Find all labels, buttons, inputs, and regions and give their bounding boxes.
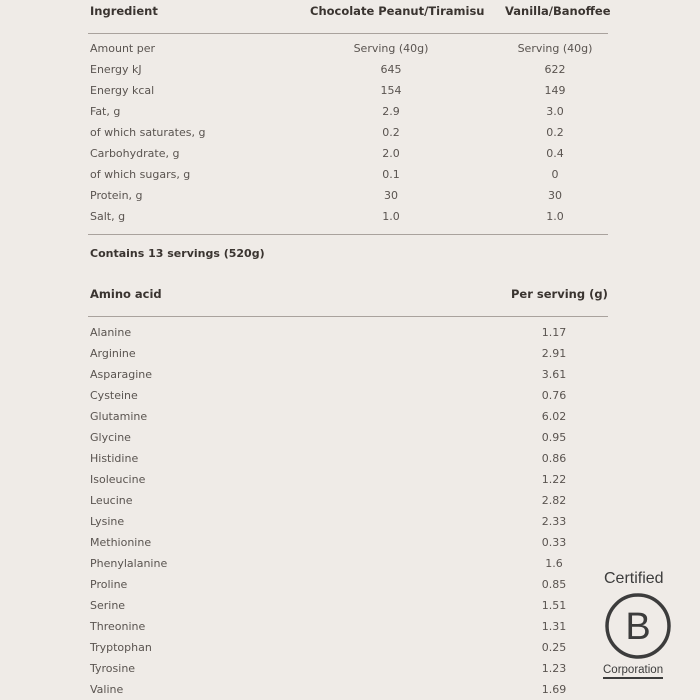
chocolate-column-header: Chocolate Peanut/Tiramisu [310, 4, 485, 18]
vanilla-value: 149 [544, 84, 566, 97]
amino-acid-value: 3.61 [541, 368, 567, 381]
amino-row [0, 469, 700, 490]
amino-row [0, 511, 700, 532]
amino-acid-name: Leucine [90, 494, 133, 507]
amino-row [0, 343, 700, 364]
vanilla-value: Serving (40g) [517, 42, 593, 55]
amino-acid-name: Glutamine [90, 410, 148, 423]
amino-acid-value: 0.25 [541, 641, 567, 654]
nutrient-label: Amount per [90, 42, 155, 55]
amino-acid-name: Valine [90, 683, 124, 696]
amino-row [0, 574, 700, 595]
b-corp-corporation-text: Corporation [603, 664, 663, 679]
amino-header-rule [88, 316, 608, 317]
amino-acid-name: Cysteine [90, 389, 138, 402]
vanilla-column-header: Vanilla/Banoffee [505, 4, 611, 18]
amino-acid-value: 1.31 [541, 620, 567, 633]
amino-acid-name: Histidine [90, 452, 139, 465]
amino-row [0, 448, 700, 469]
chocolate-value: 1.0 [382, 210, 400, 223]
per-serving-header: Per serving (g) [511, 287, 608, 301]
amino-acid-value: 0.86 [541, 452, 567, 465]
amino-acid-value: 1.17 [541, 326, 567, 339]
amino-acid-value: 1.51 [541, 599, 567, 612]
chocolate-value: 2.0 [382, 147, 400, 160]
amino-acid-name: Tyrosine [90, 662, 136, 675]
nutrition-row [0, 59, 700, 80]
nutrition-row [0, 101, 700, 122]
nutrition-row [0, 122, 700, 143]
chocolate-value: 154 [380, 84, 402, 97]
nutrition-bottom-rule [88, 234, 608, 235]
amino-acid-name: Threonine [90, 620, 146, 633]
amino-row [0, 490, 700, 511]
nutrition-row [0, 143, 700, 164]
amino-row [0, 595, 700, 616]
chocolate-value: 0.2 [382, 126, 400, 139]
amino-acid-name: Arginine [90, 347, 136, 360]
amino-acid-value: 0.76 [541, 389, 567, 402]
amino-row [0, 637, 700, 658]
b-corp-letter: B [625, 606, 651, 648]
amino-row [0, 679, 700, 700]
nutrient-label: of which saturates, g [90, 126, 206, 139]
vanilla-value: 30 [548, 189, 562, 202]
amino-row [0, 385, 700, 406]
chocolate-value: 645 [380, 63, 402, 76]
vanilla-value: 3.0 [546, 105, 564, 118]
amino-acid-value: 0.85 [541, 578, 567, 591]
b-corp-logo [598, 568, 682, 676]
nutrient-label: Carbohydrate, g [90, 147, 180, 160]
servings-note: Contains 13 servings (520g) [90, 247, 265, 260]
nutrition-row [0, 38, 700, 59]
chocolate-value: Serving (40g) [353, 42, 429, 55]
vanilla-value: 0.4 [546, 147, 564, 160]
amino-row [0, 427, 700, 448]
amino-acid-name: Isoleucine [90, 473, 146, 486]
amino-acid-name: Alanine [90, 326, 132, 339]
vanilla-value: 622 [544, 63, 566, 76]
nutrition-row [0, 80, 700, 101]
amino-acid-value: 1.6 [545, 557, 563, 570]
nutrition-row [0, 206, 700, 227]
amino-acid-name: Glycine [90, 431, 131, 444]
chocolate-value: 30 [384, 189, 398, 202]
amino-acid-value: 1.23 [541, 662, 567, 675]
amino-row [0, 616, 700, 637]
amino-acid-value: 0.95 [541, 431, 567, 444]
amino-row [0, 532, 700, 553]
nutrient-label: Protein, g [90, 189, 143, 202]
amino-acid-name: Methionine [90, 536, 152, 549]
amino-acid-value: 1.69 [541, 683, 567, 696]
nutrient-label: Energy kcal [90, 84, 155, 97]
amino-acid-value: 2.91 [541, 347, 567, 360]
amino-acid-value: 2.33 [541, 515, 567, 528]
amino-row [0, 406, 700, 427]
chocolate-value: 0.1 [382, 168, 400, 181]
amino-acid-value: 1.22 [541, 473, 567, 486]
amino-row [0, 322, 700, 343]
b-corp-circle-icon [604, 592, 672, 660]
ingredient-header: Ingredient [90, 4, 158, 18]
amino-acid-name: Proline [90, 578, 128, 591]
amino-row [0, 553, 700, 574]
vanilla-value: 0.2 [546, 126, 564, 139]
nutrition-header-rule [88, 33, 608, 34]
amino-acid-value: 2.82 [541, 494, 567, 507]
amino-row [0, 658, 700, 679]
amino-row [0, 364, 700, 385]
nutrition-row [0, 164, 700, 185]
amino-acid-name: Tryptophan [90, 641, 152, 654]
vanilla-value: 1.0 [546, 210, 564, 223]
amino-acid-header: Amino acid [90, 287, 162, 301]
chocolate-value: 2.9 [382, 105, 400, 118]
amino-acid-name: Lysine [90, 515, 125, 528]
nutrient-label: of which sugars, g [90, 168, 191, 181]
amino-acid-value: 6.02 [541, 410, 567, 423]
nutrient-label: Salt, g [90, 210, 126, 223]
amino-acid-name: Asparagine [90, 368, 153, 381]
amino-acid-value: 0.33 [541, 536, 567, 549]
amino-acid-name: Serine [90, 599, 126, 612]
b-corp-certified-text: Certified [604, 570, 664, 587]
nutrient-label: Fat, g [90, 105, 121, 118]
vanilla-value: 0 [551, 168, 559, 181]
nutrition-row [0, 185, 700, 206]
nutrient-label: Energy kJ [90, 63, 142, 76]
amino-acid-name: Phenylalanine [90, 557, 168, 570]
